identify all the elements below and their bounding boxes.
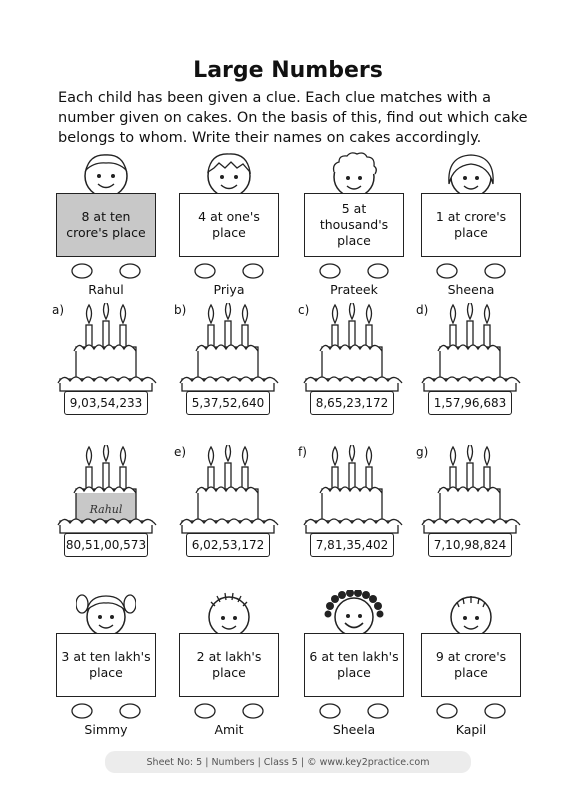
cake-icon [176,445,280,537]
clue-sign: 9 at crore's place [421,633,521,697]
child-name: Sheena [447,282,495,297]
cake-icon [418,445,522,537]
cake-number: 5,37,52,640 [186,391,270,415]
cake-letter: e) [174,445,187,459]
cake-icon [300,303,404,395]
child-name: Kapil [455,722,487,737]
cake-letter: b) [174,303,187,317]
footer-bar: Sheet No: 5 | Numbers | Class 5 | © www.key2practice.com [105,751,471,773]
feet-icon [70,695,142,721]
cake-letter: g) [416,445,429,459]
cake-card [300,303,404,423]
cake-card [300,445,404,565]
clue-sign: 5 at thousand's place [304,193,404,257]
instructions: Each child has been given a clue. Each clue matches with a number given on cakes. On the basis of this, find out which cake belongs to whom. Write their names on cakes accordingly. [58,90,528,146]
cake-letter: a) [52,303,65,317]
clue-sign: 3 at ten lakh's place [56,633,156,697]
cake-icon [54,445,158,537]
cake-card [54,303,158,423]
cake-number: 7,10,98,824 [428,533,512,557]
child-name: Sheela [332,722,376,737]
cake-icon [300,445,404,537]
cake-number: 6,02,53,172 [186,533,270,557]
cake-letter: c) [298,303,310,317]
feet-icon [318,255,390,281]
page-title: Large Numbers [193,58,383,83]
child-name: Priya [213,282,245,297]
clue-sign: 4 at one's place [179,193,279,257]
child-name: Rahul [88,282,124,297]
child-name: Amit [214,722,244,737]
cake-card [176,445,280,565]
clue-sign: 8 at ten crore's place [56,193,156,257]
cake-icon [54,303,158,395]
child-name: Simmy [84,722,128,737]
cake-icon [418,303,522,395]
clue-sign: 6 at ten lakh's place [304,633,404,697]
feet-icon [318,695,390,721]
cake-number: 8,65,23,172 [310,391,394,415]
feet-icon [435,255,507,281]
feet-icon [70,255,142,281]
cake-number: 80,51,00,573 [64,533,148,557]
cake-number: 9,03,54,233 [64,391,148,415]
cake-icon [176,303,280,395]
child-name: Prateek [330,282,378,297]
cake-card [54,445,158,565]
feet-icon [193,695,265,721]
cake-letter: d) [416,303,429,317]
cake-number: 7,81,35,402 [310,533,394,557]
feet-icon [435,695,507,721]
written-answer: Rahul [89,503,123,516]
cake-card [418,445,522,565]
cake-number: 1,57,96,683 [428,391,512,415]
cake-letter: f) [298,445,307,459]
clue-sign: 2 at lakh's place [179,633,279,697]
cake-card [176,303,280,423]
feet-icon [193,255,265,281]
cake-card [418,303,522,423]
clue-sign: 1 at crore's place [421,193,521,257]
